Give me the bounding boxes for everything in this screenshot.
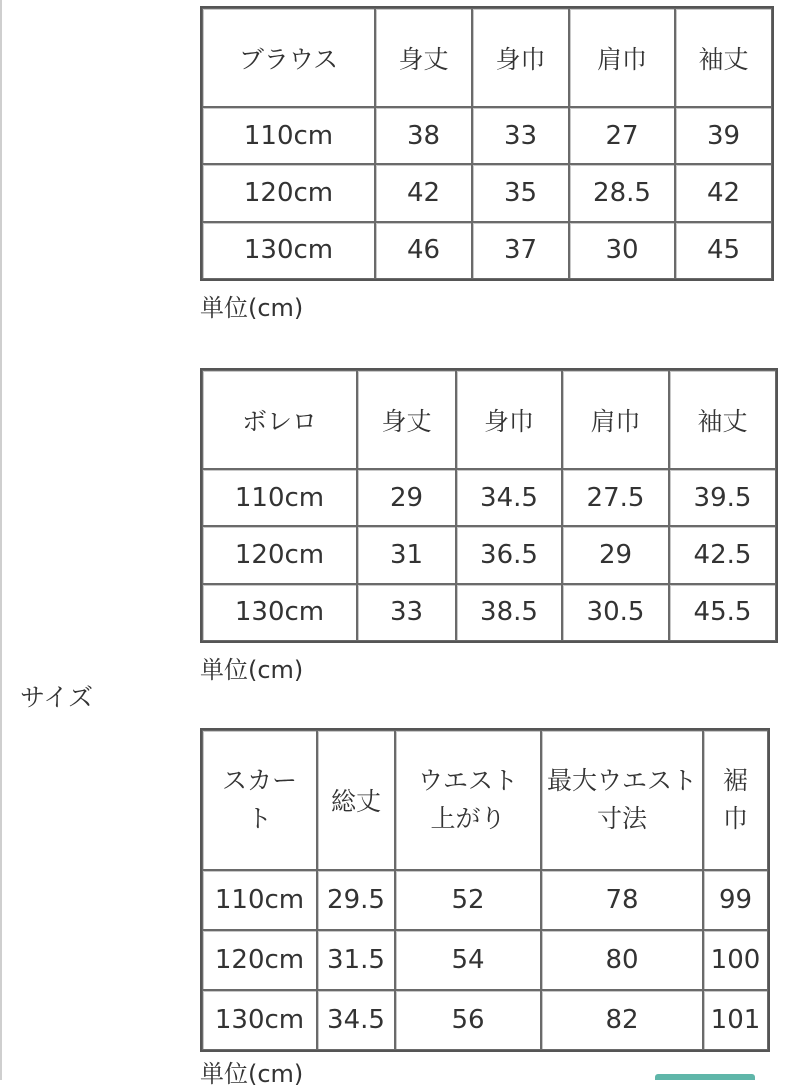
- table-cell: 78: [541, 870, 703, 930]
- table-cell: 56: [395, 990, 541, 1050]
- table-cell: 82: [541, 990, 703, 1050]
- partial-button[interactable]: [655, 1074, 755, 1080]
- table-cell: 110cm: [202, 107, 375, 164]
- unit-label: 単位(cm): [200, 656, 304, 684]
- table-cell: 33: [357, 584, 456, 641]
- unit-label: 単位(cm): [200, 294, 304, 322]
- table-row: [202, 870, 768, 930]
- table-header-row: [202, 8, 772, 107]
- table-header-row: [202, 730, 768, 870]
- header-cell: ウエスト上がり: [395, 730, 541, 870]
- table-header-row: [202, 370, 776, 469]
- table-cell: 39.5: [669, 469, 776, 526]
- table-cell: 39: [675, 107, 772, 164]
- table-row: [202, 584, 776, 641]
- table-cell: 120cm: [202, 164, 375, 221]
- header-cell: スカート: [202, 730, 317, 870]
- table-cell: 80: [541, 930, 703, 990]
- header-cell: 身巾: [456, 370, 562, 469]
- table-cell: 38.5: [456, 584, 562, 641]
- table-cell: 37: [472, 222, 569, 279]
- table-cell: 54: [395, 930, 541, 990]
- table-cell: 27: [569, 107, 675, 164]
- skirt-size-table: [200, 728, 770, 1052]
- table-cell: 100: [703, 930, 768, 990]
- table-cell: 31.5: [317, 930, 395, 990]
- header-cell: 袖丈: [675, 8, 772, 107]
- blouse-size-table: [200, 6, 774, 281]
- table-cell: 38: [375, 107, 472, 164]
- table-cell: 27.5: [562, 469, 669, 526]
- table-cell: 52: [395, 870, 541, 930]
- table-cell: 35: [472, 164, 569, 221]
- header-cell: 総丈: [317, 730, 395, 870]
- table-cell: 45: [675, 222, 772, 279]
- table-cell: 30: [569, 222, 675, 279]
- header-cell: 身丈: [375, 8, 472, 107]
- table-row: [202, 990, 768, 1050]
- table-row: [202, 107, 772, 164]
- table-cell: 33: [472, 107, 569, 164]
- table-cell: 30.5: [562, 584, 669, 641]
- table-cell: 42.5: [669, 526, 776, 583]
- table-cell: 29: [562, 526, 669, 583]
- table-cell: 42: [675, 164, 772, 221]
- table-cell: 42: [375, 164, 472, 221]
- table-cell: 36.5: [456, 526, 562, 583]
- table-row: [202, 222, 772, 279]
- table-cell: 120cm: [202, 526, 357, 583]
- table-cell: 46: [375, 222, 472, 279]
- size-label: サイズ: [20, 683, 94, 712]
- table-cell: 130cm: [202, 222, 375, 279]
- table-cell: 130cm: [202, 990, 317, 1050]
- table-row: [202, 930, 768, 990]
- table-cell: 99: [703, 870, 768, 930]
- bolero-size-table: [200, 368, 778, 643]
- header-cell: 裾巾: [703, 730, 768, 870]
- table-cell: 34.5: [317, 990, 395, 1050]
- unit-label: 単位(cm): [200, 1060, 304, 1088]
- table-cell: 34.5: [456, 469, 562, 526]
- table-cell: 110cm: [202, 870, 317, 930]
- header-cell: ボレロ: [202, 370, 357, 469]
- left-border: [0, 0, 2, 1080]
- table-row: [202, 526, 776, 583]
- header-cell: 袖丈: [669, 370, 776, 469]
- table-cell: 45.5: [669, 584, 776, 641]
- header-cell: 肩巾: [569, 8, 675, 107]
- table-cell: 29.5: [317, 870, 395, 930]
- table-row: [202, 164, 772, 221]
- header-cell: 肩巾: [562, 370, 669, 469]
- table-row: [202, 469, 776, 526]
- table-cell: 130cm: [202, 584, 357, 641]
- table-cell: 101: [703, 990, 768, 1050]
- header-cell: 身丈: [357, 370, 456, 469]
- table-cell: 29: [357, 469, 456, 526]
- table-cell: 110cm: [202, 469, 357, 526]
- header-cell: ブラウス: [202, 8, 375, 107]
- table-cell: 31: [357, 526, 456, 583]
- table-cell: 120cm: [202, 930, 317, 990]
- header-cell: 身巾: [472, 8, 569, 107]
- table-cell: 28.5: [569, 164, 675, 221]
- header-cell: 最大ウエスト寸法: [541, 730, 703, 870]
